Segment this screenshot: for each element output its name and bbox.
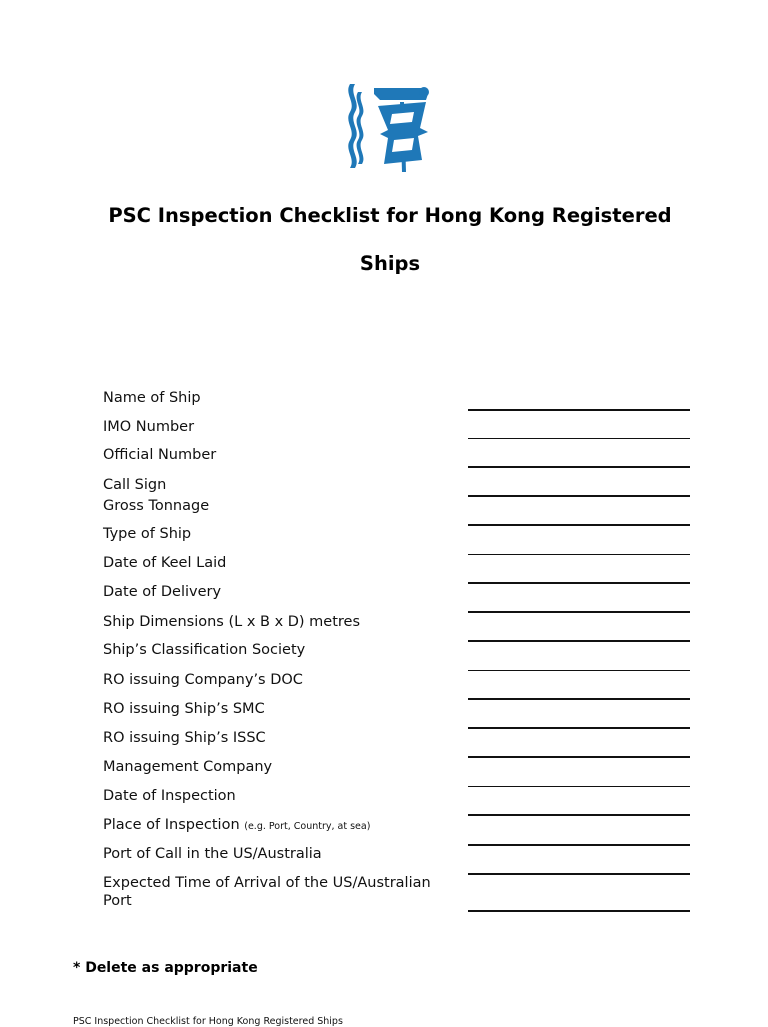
expected-arrival-line[interactable] bbox=[468, 910, 690, 912]
ship-dimensions-label: Ship Dimensions (L x B x D) metres bbox=[103, 614, 361, 630]
management-company-label: Management Company bbox=[103, 759, 273, 775]
imo-number-label: IMO Number bbox=[103, 419, 195, 435]
ro-company-doc-label: RO issuing Company’s DOC bbox=[103, 672, 303, 688]
official-number-label: Official Number bbox=[103, 447, 217, 463]
ro-ship-smc-label: RO issuing Ship’s SMC bbox=[103, 701, 265, 717]
date-of-delivery-label: Date of Delivery bbox=[103, 584, 222, 600]
imo-number-line[interactable] bbox=[468, 438, 690, 439]
port-of-call-label: Port of Call in the US/Australia bbox=[103, 846, 322, 862]
expected-arrival-label-port: Port bbox=[103, 893, 132, 909]
type-of-ship-label: Type of Ship bbox=[103, 526, 192, 542]
gross-tonnage-label: Gross Tonnage bbox=[103, 498, 210, 514]
ro-ship-issc-line[interactable] bbox=[468, 756, 690, 758]
name-of-ship-line[interactable] bbox=[468, 409, 690, 411]
place-of-inspection-line[interactable] bbox=[468, 844, 690, 846]
date-of-inspection-line[interactable] bbox=[468, 814, 690, 816]
date-of-keel-laid-label: Date of Keel Laid bbox=[103, 555, 227, 571]
document-title-line-2: Ships bbox=[359, 252, 421, 275]
place-of-inspection-label bbox=[103, 816, 370, 836]
ship-dimensions-line[interactable] bbox=[468, 640, 690, 642]
date-of-inspection-label: Date of Inspection bbox=[103, 788, 236, 804]
place-of-inspection-note: (e.g. Port, Country, at sea) bbox=[244, 821, 371, 832]
port-of-call-line[interactable] bbox=[468, 873, 690, 875]
classification-society-line[interactable] bbox=[468, 670, 690, 671]
document-title-line-1: PSC Inspection Checklist for Hong Kong Registered bbox=[108, 204, 672, 227]
call-sign-label: Call Sign bbox=[103, 477, 167, 493]
date-of-keel-laid-line[interactable] bbox=[468, 582, 690, 584]
type-of-ship-line[interactable] bbox=[468, 554, 690, 555]
management-company-line[interactable] bbox=[468, 786, 690, 787]
ro-company-doc-line[interactable] bbox=[468, 698, 690, 700]
delete-note: * Delete as appropriate bbox=[73, 960, 258, 976]
expected-arrival-label: Expected Time of Arrival of the US/Australian bbox=[103, 875, 431, 891]
gross-tonnage-line[interactable] bbox=[468, 524, 690, 526]
page-footer: PSC Inspection Checklist for Hong Kong Registered Ships bbox=[73, 1016, 343, 1027]
classification-society-label: Ship’s Classification Society bbox=[103, 642, 306, 658]
place-of-inspection-text: Place of Inspection bbox=[103, 817, 240, 833]
name-of-ship-label: Name of Ship bbox=[103, 390, 201, 406]
ro-ship-issc-label: RO issuing Ship’s ISSC bbox=[103, 730, 266, 746]
call-sign-line[interactable] bbox=[468, 495, 690, 497]
ro-ship-smc-line[interactable] bbox=[468, 727, 690, 729]
official-number-line[interactable] bbox=[468, 466, 690, 468]
date-of-delivery-line[interactable] bbox=[468, 611, 690, 613]
